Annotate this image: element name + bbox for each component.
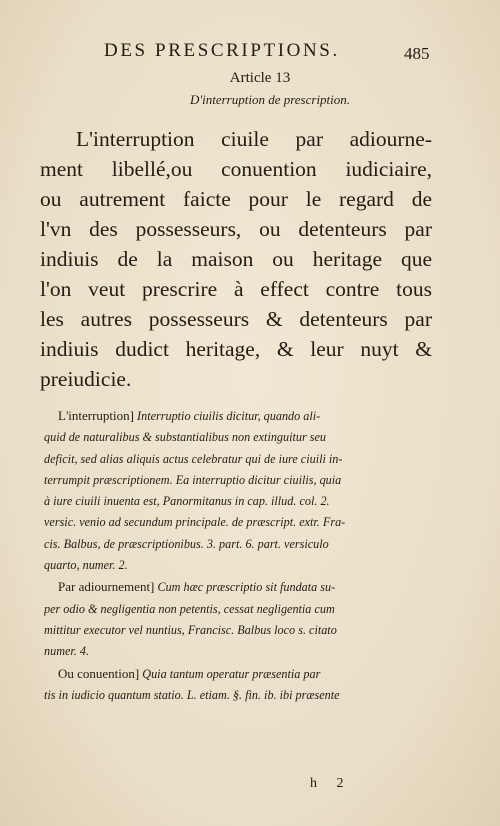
running-header: [104, 40, 434, 62]
annotation-line: [44, 685, 436, 706]
annotation-text: deficit, sed alias aliquis actus celebratur qui de iure ciuili in-: [44, 451, 343, 466]
annotation-line: [44, 405, 436, 427]
annotations: [44, 405, 436, 706]
annotation-line: [44, 641, 436, 662]
annotation-line: [44, 663, 436, 685]
annotation-line: [44, 427, 436, 448]
annotation-text: terrumpit præscriptionem. Ea interruptio dicitur ciuilis, quia: [44, 472, 342, 487]
annotation-lemma: L'interruption]: [58, 408, 134, 423]
page-number: 485: [404, 44, 430, 63]
annotation-line: [44, 576, 436, 598]
annotation-text: versic. venio ad secundum principale. de præscript. extr. Fra-: [44, 515, 346, 530]
text-line: ou autrement faicte pour le regard de: [40, 187, 432, 211]
text-line: preiudicie.: [40, 367, 132, 391]
annotation-line: [44, 491, 436, 512]
text-line: l'on veut prescrire à effect contre tous: [40, 277, 432, 301]
text-line: indiuis dudict heritage, & leur nuyt &: [40, 337, 432, 361]
annotation-line: [44, 449, 436, 470]
running-title: DES PRESCRIPTIONS.: [104, 40, 340, 61]
article-heading: Article 13: [229, 70, 291, 86]
annotation-line: [44, 512, 436, 533]
annotation-line: [44, 555, 436, 576]
annotation-text: cis. Balbus, de præscriptionibus. 3. part. 6. part. versiculo: [44, 536, 329, 551]
annotation-line: [44, 534, 436, 555]
article-subtitle: D'interruption de prescription.: [189, 92, 351, 107]
annotation-lemma: Par adiournement]: [58, 579, 155, 595]
annotation-text: Interruptio ciuilis dicitur, quando ali-: [134, 409, 321, 423]
text-line: l'vn des possesseurs, ou detenteurs par: [40, 217, 432, 241]
text-line: ment libellé,ou conuention iudiciaire,: [40, 157, 432, 181]
signature-mark: h 2: [310, 776, 352, 791]
text-line: indiuis de la maison ou heritage que: [40, 247, 432, 271]
annotation-text: Cum hæc præscriptio sit fundata su-: [154, 580, 336, 595]
text-line: L'interruption ciuile par adiourne-: [76, 127, 432, 151]
annotation-text: Quia tantum operatur præsentia par: [139, 666, 321, 681]
annotation-text: quid de naturalibus & substantialibus non extinguitur seu: [44, 430, 327, 445]
annotation-line: [44, 599, 436, 620]
annotation-text: per odio & negligentia non petentis, cessat negligentia cum: [44, 601, 335, 616]
annotation-text: numer. 4.: [44, 644, 90, 659]
annotation-text: mittitur executor vel nuntius, Francisc. Balbus loco s. citato: [44, 622, 337, 637]
annotation-lemma: Ou conuention]: [58, 665, 140, 681]
annotation-text: quarto, numer. 2.: [44, 558, 128, 573]
annotation-line: [44, 470, 436, 491]
main-text: [40, 124, 432, 394]
annotation-line: [44, 620, 436, 641]
text-line: les autres possesseurs & detenteurs par: [40, 307, 432, 331]
annotation-text: à iure ciuili inuenta est, Panormitanus in cap. illud. col. 2.: [44, 494, 330, 509]
annotation-text: tis in iudicio quantum statio. L. etiam. §. fin. ib. ibi præsente: [44, 687, 340, 702]
